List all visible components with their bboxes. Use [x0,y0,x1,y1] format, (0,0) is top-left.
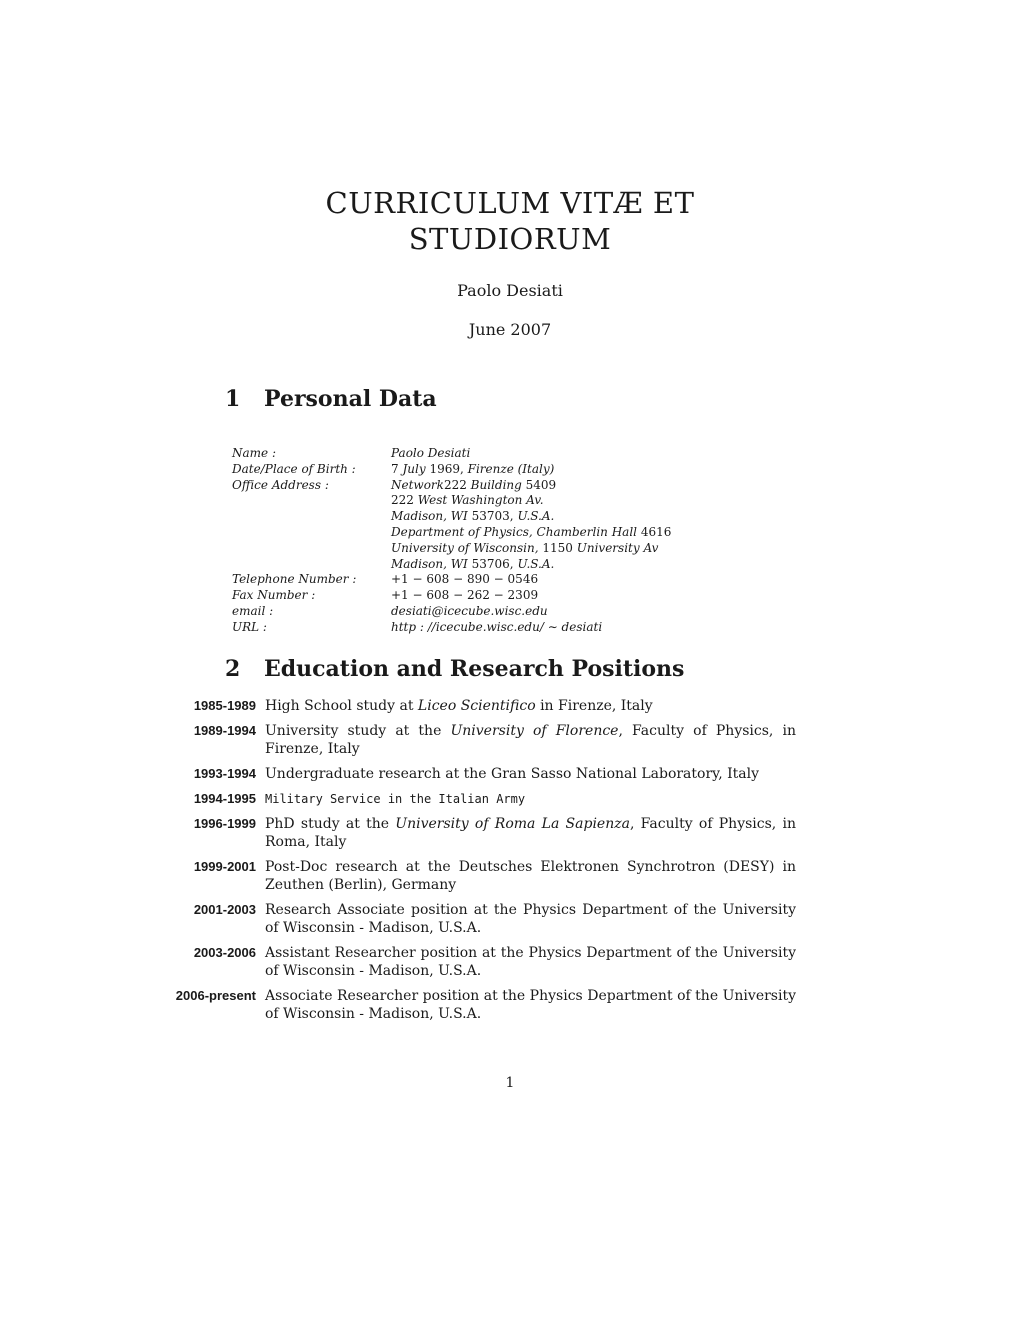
edu-description: Assistant Researcher position at the Physics Department of the University of Wisconsin - Madison, U.S.A. [265,945,796,979]
list-item [150,765,800,783]
pd-row-office-line [232,541,671,557]
edu-year: 1996-1999 [193,816,256,831]
pd-row-name [232,446,671,462]
office-part: U.S.A. [517,556,555,571]
office-part: Madison, WI [391,509,468,524]
birth-month: July [402,461,426,476]
pd-row-url [232,620,671,636]
title-line-2: STUDIORUM [408,222,612,256]
office-part: Department of Physics, Chamberlin Hall [391,524,638,539]
pd-value [391,478,556,494]
office-part: U.S.A. [517,509,555,524]
list-item [150,901,800,937]
pd-value [391,509,554,525]
office-part: Building [470,477,522,492]
email-link[interactable]: desiati@icecube.wisc.edu [391,603,548,618]
edu-text-part: High School study at [265,698,418,714]
office-part: 4616 [640,524,672,539]
pd-row-office-line [232,557,671,573]
edu-text-part: , Faculty of Physics, in Firenze, Italy [265,723,796,757]
pd-value: +1 − 608 − 890 − 0546 [391,572,539,587]
edu-year: 1999-2001 [193,859,256,874]
section-personal-data-heading [225,386,437,412]
office-part: 53703, [471,509,514,524]
office-part: 222 [443,477,467,492]
url-link[interactable]: http : //icecube.wisc.edu/ ∼ desiati [391,619,603,634]
pd-value [391,525,671,541]
edu-description: Military Service in the Italian Army [265,792,526,806]
title-line-1: CURRICULUM VITÆ ET [325,186,695,220]
edu-description: Research Associate position at the Physics Department of the University of Wisconsin - Madison, U.S.A. [265,902,796,936]
list-item [150,790,800,808]
section-number: 2 [225,656,241,682]
edu-text-part: PhD study at the [265,816,396,832]
birth-country: (Italy) [517,461,555,476]
list-item [150,944,800,980]
pd-value [391,557,554,573]
office-part: 1150 [542,540,573,555]
edu-text-part: University of Roma La Sapienza [395,816,630,832]
edu-text-part: , Faculty of Physics, in Roma, Italy [265,816,796,850]
edu-text-part: in Firenze, Italy [535,698,653,714]
education-list [150,697,800,1030]
pd-row-office [232,478,671,494]
pd-label: Telephone Number : [232,572,357,587]
pd-value [391,462,554,478]
list-item [150,858,800,894]
document-date: June 2007 [468,320,552,339]
list-item [150,697,800,715]
pd-label: Date/Place of Birth : [232,461,356,476]
office-part: University Av [576,540,659,555]
edu-description: Post-Doc research at the Deutsches Elektronen Synchrotron (DESY) in Zeuthen (Berlin), Germany [265,859,796,893]
pd-value [391,493,544,509]
edu-description: Associate Researcher position at the Physics Department of the University of Wisconsin - Madison, U.S.A. [265,988,796,1022]
pd-row-office-line [232,493,671,509]
birth-year: 1969, [429,461,464,476]
office-part: Network [391,477,444,492]
office-part: Madison, WI [391,556,468,571]
office-part: University of Wisconsin, [391,540,539,555]
pd-row-fax [232,588,671,604]
pd-label: Office Address : [232,477,329,492]
pd-row-email [232,604,671,620]
edu-text-part: University of Florence [450,723,619,739]
office-part: 5409 [525,477,557,492]
pd-value [391,541,658,557]
edu-year: 2006-present [175,988,256,1003]
pd-label: Fax Number : [232,588,316,603]
edu-year: 2001-2003 [193,902,256,917]
edu-year: 2003-2006 [193,945,256,960]
pd-row-office-line [232,525,671,541]
pd-label: URL : [232,619,267,634]
pd-label: email : [232,603,274,618]
edu-text-part: University study at the [265,723,451,739]
edu-year: 1993-1994 [193,766,256,781]
edu-description [265,722,796,758]
office-part: 222 [391,493,414,508]
document-title [0,185,1020,257]
list-item [150,722,800,758]
office-part: West Washington Av. [417,493,544,508]
list-item [150,815,800,851]
edu-description: Undergraduate research at the Gran Sasso National Laboratory, Italy [265,766,759,782]
pd-row-office-line [232,509,671,525]
edu-description [265,697,796,715]
pd-label: Name : [232,446,276,460]
section-education-heading [225,656,684,682]
edu-year: 1994-1995 [193,791,256,806]
edu-description [265,815,796,851]
section-title: Personal Data [264,386,437,412]
author-name: Paolo Desiati [457,281,563,300]
section-number: 1 [225,386,241,412]
pd-value: +1 − 608 − 262 − 2309 [391,588,539,603]
birth-city: Firenze [467,461,514,476]
edu-year: 1985-1989 [193,698,256,713]
pd-value: Paolo Desiati [391,446,471,460]
personal-data-table [232,446,671,636]
birth-day: 7 [391,461,399,476]
page-number: 1 [505,1075,515,1091]
pd-row-phone [232,572,671,588]
office-part: 53706, [471,556,514,571]
pd-row-birth [232,462,671,478]
section-title: Education and Research Positions [264,656,685,682]
edu-text-part: Liceo Scientifico [417,698,536,714]
list-item [150,987,800,1023]
edu-year: 1989-1994 [193,723,256,738]
